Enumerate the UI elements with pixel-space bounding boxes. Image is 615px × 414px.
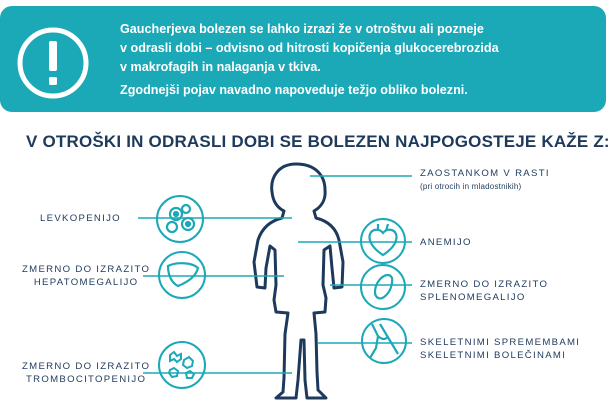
label-anemia xyxy=(420,236,472,249)
label-thrombocytopenia xyxy=(22,360,150,386)
banner-line: v odrasli dobi – odvisno od hitrosti kopičenja glukocerebrozida xyxy=(120,41,499,55)
label-text: ZMERNO DO IZRAZITO xyxy=(420,279,549,290)
label-text: SKELETNIMI BOLEČINAMI xyxy=(420,350,567,361)
label-text: HEPATOMEGALIJO xyxy=(33,277,139,288)
knee-joint-icon xyxy=(362,319,406,363)
label-text: TROMBOCITOPENIJO xyxy=(25,374,147,385)
banner-line: Gaucherjeva bolezen se lahko izrazi že v otroštvu ali pozneje xyxy=(120,22,484,36)
label-text: SPLENOMEGALIJO xyxy=(420,292,526,303)
heart-icon xyxy=(361,219,405,263)
label-hepatomegaly xyxy=(22,263,150,289)
label-splenomegaly xyxy=(420,278,548,304)
page-headline: V OTROŠKI IN ODRASLI DOBI SE BOLEZEN NAJPOGOSTEJE KAŽE Z: xyxy=(26,132,610,151)
child-silhouette xyxy=(254,164,343,398)
label-growth xyxy=(420,167,550,193)
label-leukopenia xyxy=(40,212,121,225)
banner-note: Zgodnejši pojav navadno napoveduje težjo obliko bolezni. xyxy=(120,83,468,97)
label-text: ZAOSTANKOM V RASTI xyxy=(420,168,550,179)
spleen-icon xyxy=(361,265,405,309)
liver-icon xyxy=(159,252,205,298)
label-text: SKELETNIMI SPREMEMBAMI xyxy=(420,337,581,348)
label-text: ZMERNO DO IZRAZITO xyxy=(22,361,151,372)
label-text: LEVKOPENIJO xyxy=(40,213,121,224)
label-text: ZMERNO DO IZRAZITO xyxy=(22,264,151,275)
label-subtext: (pri otrocih in mladostnikih) xyxy=(420,182,522,191)
platelets-icon xyxy=(159,342,205,388)
leukocytes-icon xyxy=(157,196,203,242)
label-text: ANEMIJO xyxy=(420,237,472,248)
label-skeletal xyxy=(420,336,580,362)
banner-line: v makrofagih in nalaganja v tkiva. xyxy=(120,60,321,74)
